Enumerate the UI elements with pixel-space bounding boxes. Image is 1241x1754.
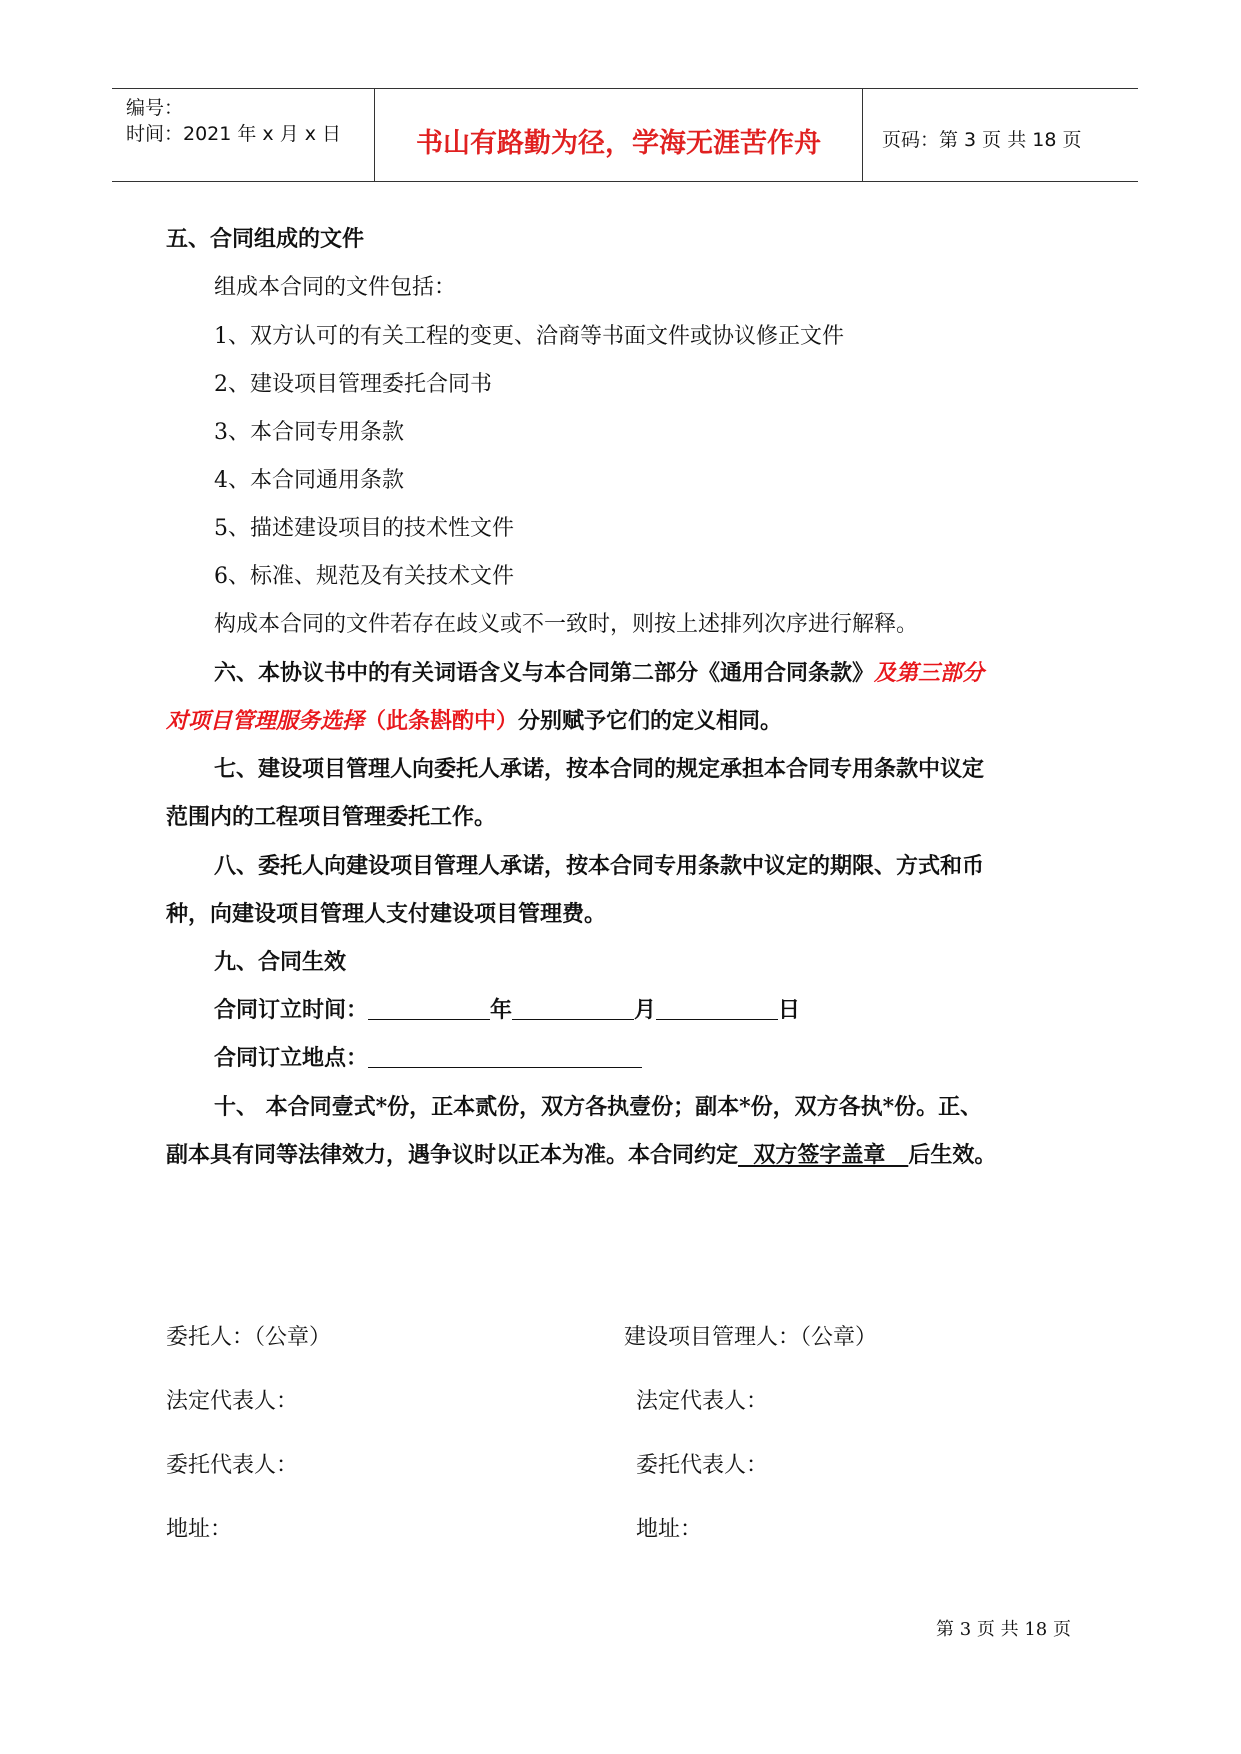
section6-text: 六、本协议书中的有关词语含义与本合同第二部分《通用合同条款》 [214,660,875,686]
header-motto-cell [374,89,863,181]
principal-agent-label: 委托代表人： [166,1453,299,1478]
section6-tail: 分别赋予它们的定义相同。 [518,708,783,734]
contract-place-line [214,1041,642,1072]
section10-text: 副本具有同等法律效力，遇争议时以正本为准。本合同约定 [166,1142,739,1168]
contract-place-label: 合同订立地点： [214,1045,369,1071]
section6-red-text: 及第三部分 [874,660,985,686]
section5-item-1: 1、双方认可的有关工程的变更、洽商等书面文件或协议修正文件 [214,324,844,349]
document-number-label: 编号： [126,97,184,119]
section5-item-3: 3、本合同专用条款 [214,420,404,445]
section5-title: 五、合同组成的文件 [166,226,365,252]
section10-tail: 后生效。 [908,1142,997,1168]
principal-address-label: 地址： [166,1517,233,1542]
place-blank [368,1045,642,1068]
principal-label: 委托人：（公章） [166,1325,332,1350]
section8-line1: 八、委托人向建设项目管理人承诺，按本合同专用条款中议定的期限、方式和币 [214,853,985,879]
section6-red-note: （此条斟酌中） [364,708,519,734]
principal-legal-rep-label: 法定代表人： [166,1389,299,1414]
manager-legal-rep-label: 法定代表人： [636,1389,769,1414]
section5-item-4: 4、本合同通用条款 [214,468,404,493]
manager-label: 建设项目管理人：（公章） [624,1325,878,1350]
signing-condition: 双方签字盖章 [738,1142,909,1168]
section6-line2 [166,704,782,735]
contract-date-line [214,993,800,1024]
section7-line1: 七、建设项目管理人向委托人承诺，按本合同的规定承担本合同专用条款中议定 [214,756,985,782]
year-label: 年 [490,997,513,1023]
document-date-label: 时间：2021 年 x 月 x 日 [126,123,342,145]
section5-conclusion: 构成本合同的文件若存在歧义或不一致时，则按上述排列次序进行解释。 [214,612,919,637]
section9-title: 九、合同生效 [214,949,347,975]
section5-intro: 组成本合同的文件包括： [214,275,457,300]
section8-line2: 种，向建设项目管理人支付建设项目管理费。 [166,901,607,927]
section6-red-italic: 对项目管理服务选择 [166,708,365,734]
year-blank [368,997,490,1020]
header-page-cell [862,89,1138,181]
day-blank [656,997,778,1020]
day-label: 日 [778,997,801,1023]
manager-agent-label: 委托代表人： [636,1453,769,1478]
section7-line2: 范围内的工程项目管理委托工作。 [166,804,497,830]
section6-line1 [214,656,984,687]
month-blank [512,997,634,1020]
section5-item-5: 5、描述建设项目的技术性文件 [214,516,514,541]
header-page-code: 页码：第 3 页 共 18 页 [882,129,1082,151]
section5-item-2: 2、建设项目管理委托合同书 [214,372,492,397]
header-info-cell [112,89,374,181]
document-header [112,88,1138,182]
section5-item-6: 6、标准、规范及有关技术文件 [214,564,514,589]
month-label: 月 [634,997,657,1023]
footer-page-number: 第 3 页 共 18 页 [936,1619,1071,1640]
section10-line1: 十、 本合同壹式*份，正本贰份，双方各执壹份；副本*份，双方各执*份。正、 [214,1094,983,1120]
contract-date-label: 合同订立时间： [214,997,369,1023]
manager-address-label: 地址： [636,1517,703,1542]
motto-text: 书山有路勤为径，学海无涯苦作舟 [416,128,821,159]
section10-line2 [166,1138,996,1169]
